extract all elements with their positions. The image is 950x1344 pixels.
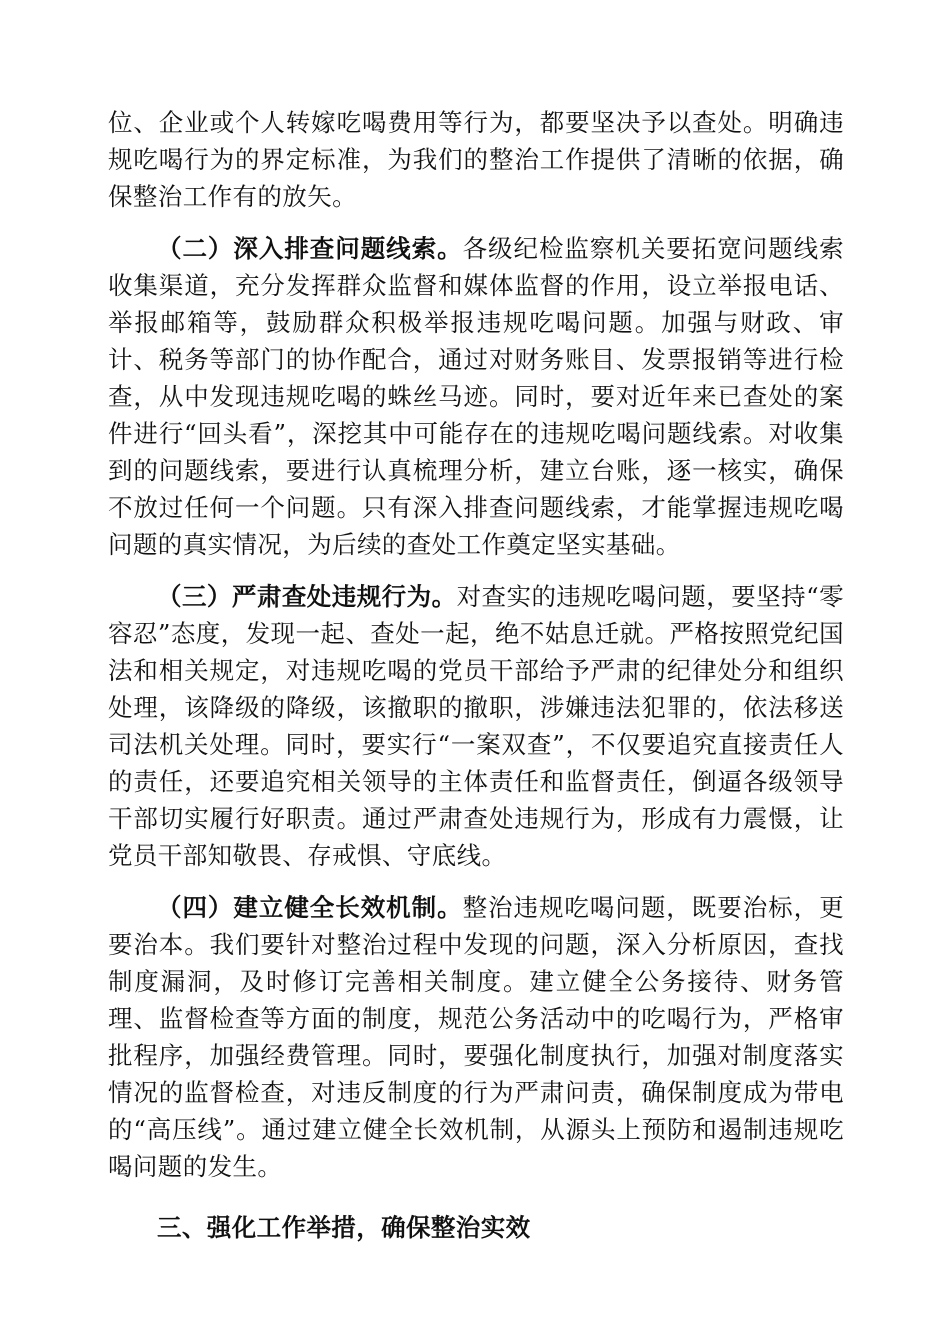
continuation-paragraph: 位、企业或个人转嫁吃喝费用等行为，都要坚决予以查处。明确违规吃喝行为的界定标准，为我们的整治工作提供了清晰的依据，确保整治工作有的放矢。 [108, 108, 844, 211]
section-body-2: 各级纪检监察机关要拓宽问题线索收集渠道，充分发挥群众监督和媒体监督的作用，设立举报电话、举报邮箱等，鼓励群众积极举报违规吃喝问题。加强与财政、审计、税务等部门的协作配合，通过对财务账目、发票报销等进行检查，从中发现违规吃喝的蛛丝马迹。同时，要对近年来已查处的案件进行“回头看”，深挖其中可能存在的违规吃喝问题线索。对收集到的问题线索，要进行认真梳理分析，建立台账，逐一核实，确保不放过任何一个问题。只有深入排查问题线索，才能掌握违规吃喝问题的真实情况，为后续的查处工作奠定坚实基础。 [108, 234, 844, 559]
section-paragraph-4 [108, 889, 844, 1185]
document-body [108, 104, 844, 1261]
section-body-3: 对查实的违规吃喝问题，要坚持“零容忍”态度，发现一起、查处一起，绝不姑息迁就。严格按照党纪国法和相关规定，对违规吃喝的党员干部给予严肃的纪律处分和组织处理，该降级的降级，该撤职的撤职，涉嫌违法犯罪的，依法移送司法机关处理。同时，要实行“一案双查”，不仅要追究直接责任人的责任，还要追究相关领导的主体责任和监督责任，倒逼各级领导干部切实履行好职责。通过严肃查处违规行为，形成有力震慑，让党员干部知敬畏、存戒惧、守底线。 [108, 582, 844, 870]
section-heading: 三、强化工作举措，确保整治实效 [157, 1213, 531, 1242]
section-paragraph-2 [108, 230, 844, 563]
section-body-4: 整治违规吃喝问题，既要治标，更要治本。我们要针对整治过程中发现的问题，深入分析原因，查找制度漏洞，及时修订完善相关制度。建立健全公务接待、财务管理、监督检查等方面的制度，规范公务活动中的吃喝行为，严格审批程序，加强经费管理。同时，要强化制度执行，加强对制度落实情况的监督检查，对违反制度的行为严肃问责，确保制度成为带电的“高压线”。通过建立健全长效机制，从源头上预防和遏制违规吃喝问题的发生。 [108, 893, 844, 1181]
section-lead-4: （四）建立健全长效机制。 [157, 893, 463, 922]
section-lead-2: （二）深入排查问题线索。 [157, 234, 463, 263]
section-paragraph-3 [108, 578, 844, 874]
section-lead-3: （三）严肃查处违规行为。 [157, 582, 457, 611]
